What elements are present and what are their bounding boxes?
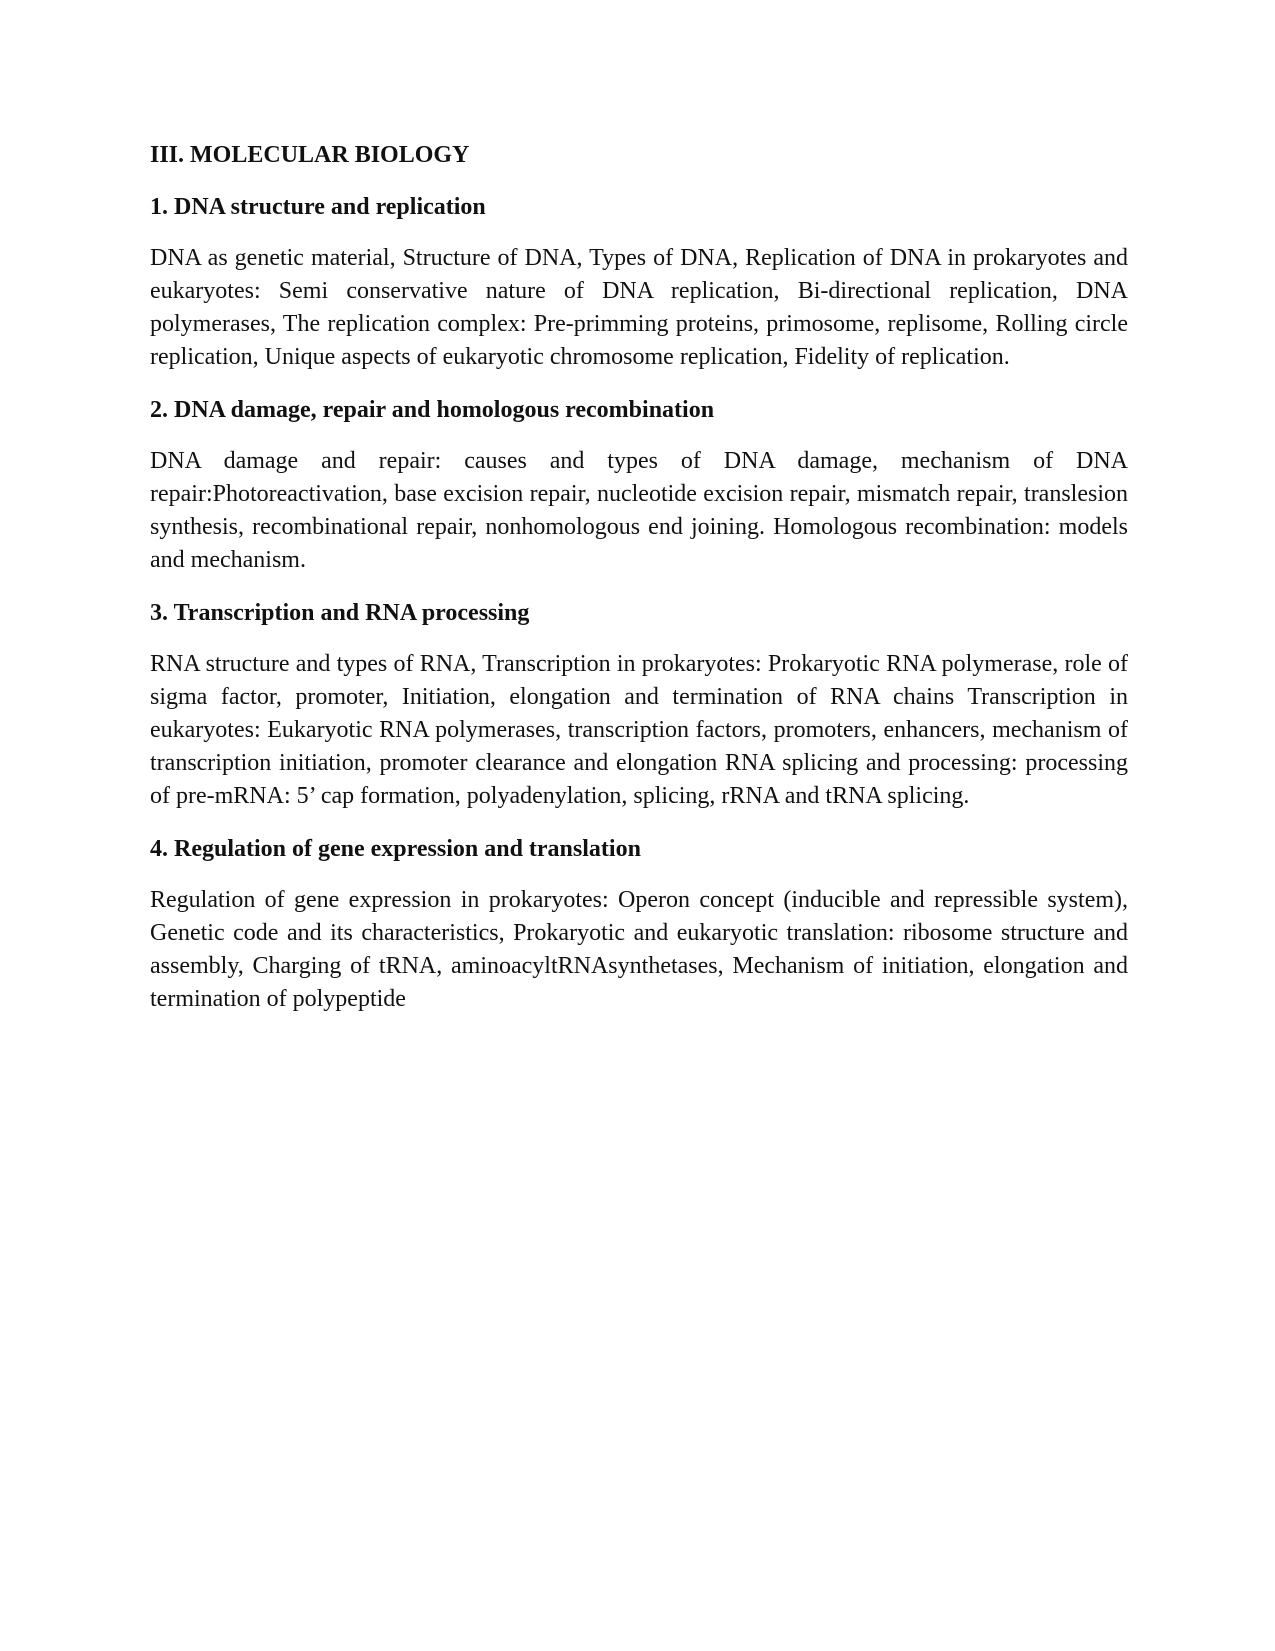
section-heading: 4. Regulation of gene expression and translation xyxy=(150,836,641,862)
section-body: Regulation of gene expression in prokaryotes: Operon concept (inducible and repressible system), Genetic code and its characteristics, Prokaryotic and eukaryotic translation: ribosome structure and assembly, Charging of tRNA, aminoacyltRNAsynthetases, Mechanism of initiation, elongation and termination of polypeptide xyxy=(150,887,1128,1012)
section-dna-structure xyxy=(150,192,1128,374)
section-heading: 2. DNA damage, repair and homologous recombination xyxy=(150,397,715,423)
section-gene-regulation xyxy=(150,834,1128,1016)
section-heading: 3. Transcription and RNA processing xyxy=(150,600,530,626)
section-body: DNA damage and repair: causes and types of DNA damage, mechanism of DNA repair:Photoreactivation, base excision repair, nucleotide excision repair, mismatch repair, translesion synthesis, recombinational repair, nonhomologous end joining. Homologous recombination: models and mechanism. xyxy=(150,448,1128,573)
page-title: III. MOLECULAR BIOLOGY xyxy=(150,142,470,168)
section-body: RNA structure and types of RNA, Transcription in prokaryotes: Prokaryotic RNA polymerase, role of sigma factor, promoter, Initiation, elongation and termination of RNA chains Transcription in eukaryotes: Eukaryotic RNA polymerases, transcription factors, promoters, enhancers, mechanism of transcription initiation, promoter clearance and elongation RNA splicing and processing: processing of pre-mRNA: 5’ cap formation, polyadenylation, splicing, rRNA and tRNA splicing. xyxy=(150,651,1128,809)
section-body: DNA as genetic material, Structure of DNA, Types of DNA, Replication of DNA in prokaryotes and eukaryotes: Semi conservative nature of DNA replication, Bi-directional replication, DNA polymerases, The replication complex: Pre-primming proteins, primosome, replisome, Rolling circle replication, Unique aspects of eukaryotic chromosome replication, Fidelity of replication. xyxy=(150,245,1128,370)
section-dna-damage-repair xyxy=(150,395,1128,577)
document-page xyxy=(150,140,1128,1037)
section-heading: 1. DNA structure and replication xyxy=(150,194,486,220)
section-transcription xyxy=(150,598,1128,813)
